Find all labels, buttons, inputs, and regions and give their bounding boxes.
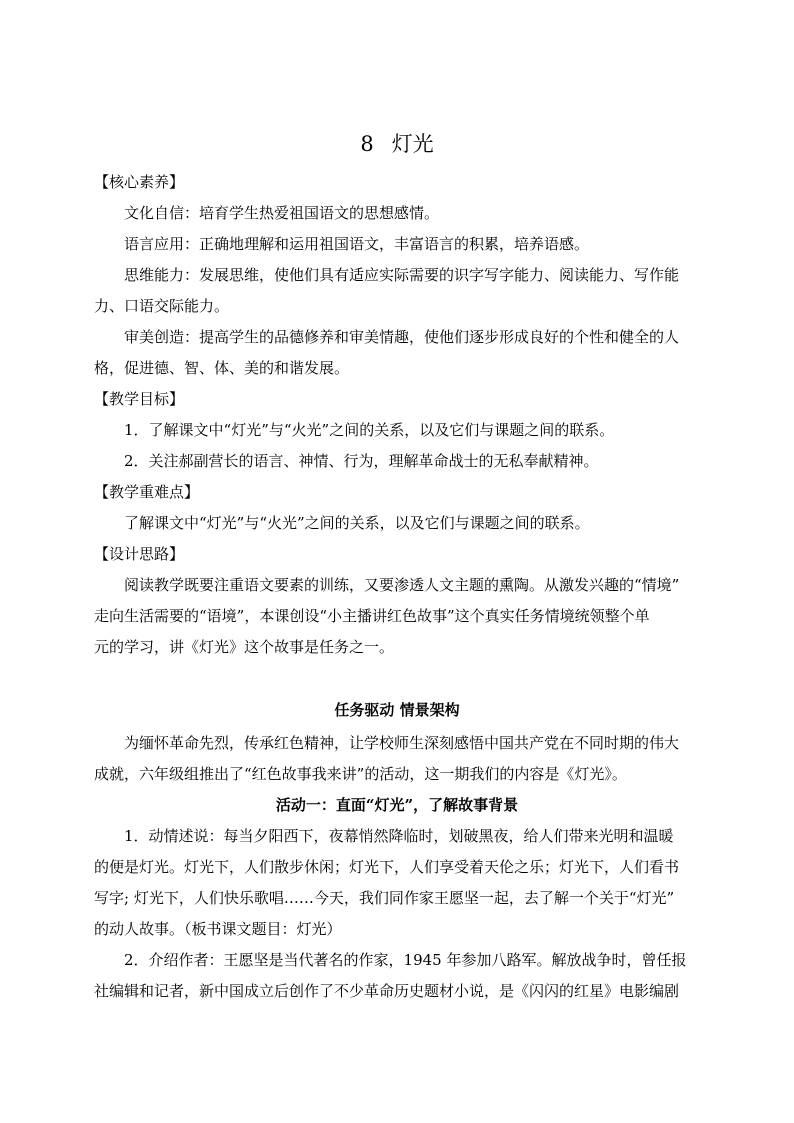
paragraph-line: 的动人故事。（板书课文题目：灯光） bbox=[94, 920, 342, 938]
paragraph-line: 1．动情述说：每当夕阳西下，夜幕悄然降临时，划破黑夜，给人们带来光明和温暖 bbox=[124, 827, 674, 845]
lesson-number: 8 bbox=[360, 132, 374, 156]
paragraph-line: 为缅怀革命先烈，传承红色精神，让学校师生深刻感悟中国共产党在不同时期的伟大 bbox=[124, 734, 680, 752]
paragraph-line: 文化自信：培育学生热爱祖国语文的思想感情。 bbox=[124, 204, 440, 222]
lesson-title bbox=[0, 131, 794, 157]
paragraph-line: 阅读教学既要注重语文要素的训练，又要渗透人文主题的熏陶。从激发兴趣的“情境” bbox=[124, 576, 680, 594]
paragraph-line: 了解课文中“灯光”与“火光”之间的关系，以及它们与课题之间的联系。 bbox=[124, 514, 590, 532]
task-heading: 任务驱动 情景架构 bbox=[334, 701, 460, 719]
section-heading-goals: 【教学目标】 bbox=[94, 390, 185, 408]
paragraph-line: 力、口语交际能力。 bbox=[94, 297, 230, 315]
section-heading-core: 【核心素养】 bbox=[94, 173, 185, 191]
lesson-title-text: 灯光 bbox=[391, 132, 434, 156]
paragraph-line: 1．了解课文中“灯光”与“火光”之间的关系，以及它们与课题之间的联系。 bbox=[124, 421, 615, 439]
paragraph-line: 格，促进德、智、体、美的和谐发展。 bbox=[94, 359, 350, 377]
paragraph-line: 走向生活需要的“语境”，本课创设“小主播讲红色故事”这个真实任务情境统领整个单 bbox=[94, 607, 650, 625]
paragraph-line: 审美创造：提高学生的品德修养和审美情趣，使他们逐步形成良好的个性和健全的人 bbox=[124, 328, 680, 346]
paragraph-line: 写字; 灯光下，人们快乐歌唱……今天，我们同作家王愿坚一起，去了解一个关于“灯光” bbox=[94, 889, 675, 907]
section-heading-design: 【设计思路】 bbox=[94, 545, 185, 563]
paragraph-line: 社编辑和记者，新中国成立后创作了不少革命历史题材小说，是《闪闪的红星》电影编剧 bbox=[94, 982, 680, 1000]
paragraph-line: 元的学习，讲《灯光》这个故事是任务之一。 bbox=[94, 638, 395, 656]
paragraph-line: 2．关注郝副营长的语言、神情、行为，理解革命战士的无私奉献精神。 bbox=[124, 452, 599, 470]
paragraph-line: 2．介绍作者：王愿坚是当代著名的作家，1945 年参加八路军。解放战争时，曾任报 bbox=[124, 951, 687, 969]
paragraph-line: 思维能力：发展思维，使他们具有适应实际需要的识字写字能力、阅读能力、写作能 bbox=[124, 266, 680, 284]
activity-one-heading: 活动一：直面“灯光”，了解故事背景 bbox=[275, 796, 519, 814]
paragraph-line: 语言应用：正确地理解和运用祖国语文，丰富语言的积累，培养语感。 bbox=[124, 235, 590, 253]
paragraph-line: 成就，六年级组推出了“红色故事我来讲”的活动，这一期我们的内容是《灯光》。 bbox=[94, 765, 627, 783]
paragraph-line: 的便是灯光。灯光下，人们散步休闲；灯光下，人们享受着天伦之乐；灯光下，人们看书 bbox=[94, 858, 680, 876]
section-heading-key: 【教学重难点】 bbox=[94, 483, 200, 501]
